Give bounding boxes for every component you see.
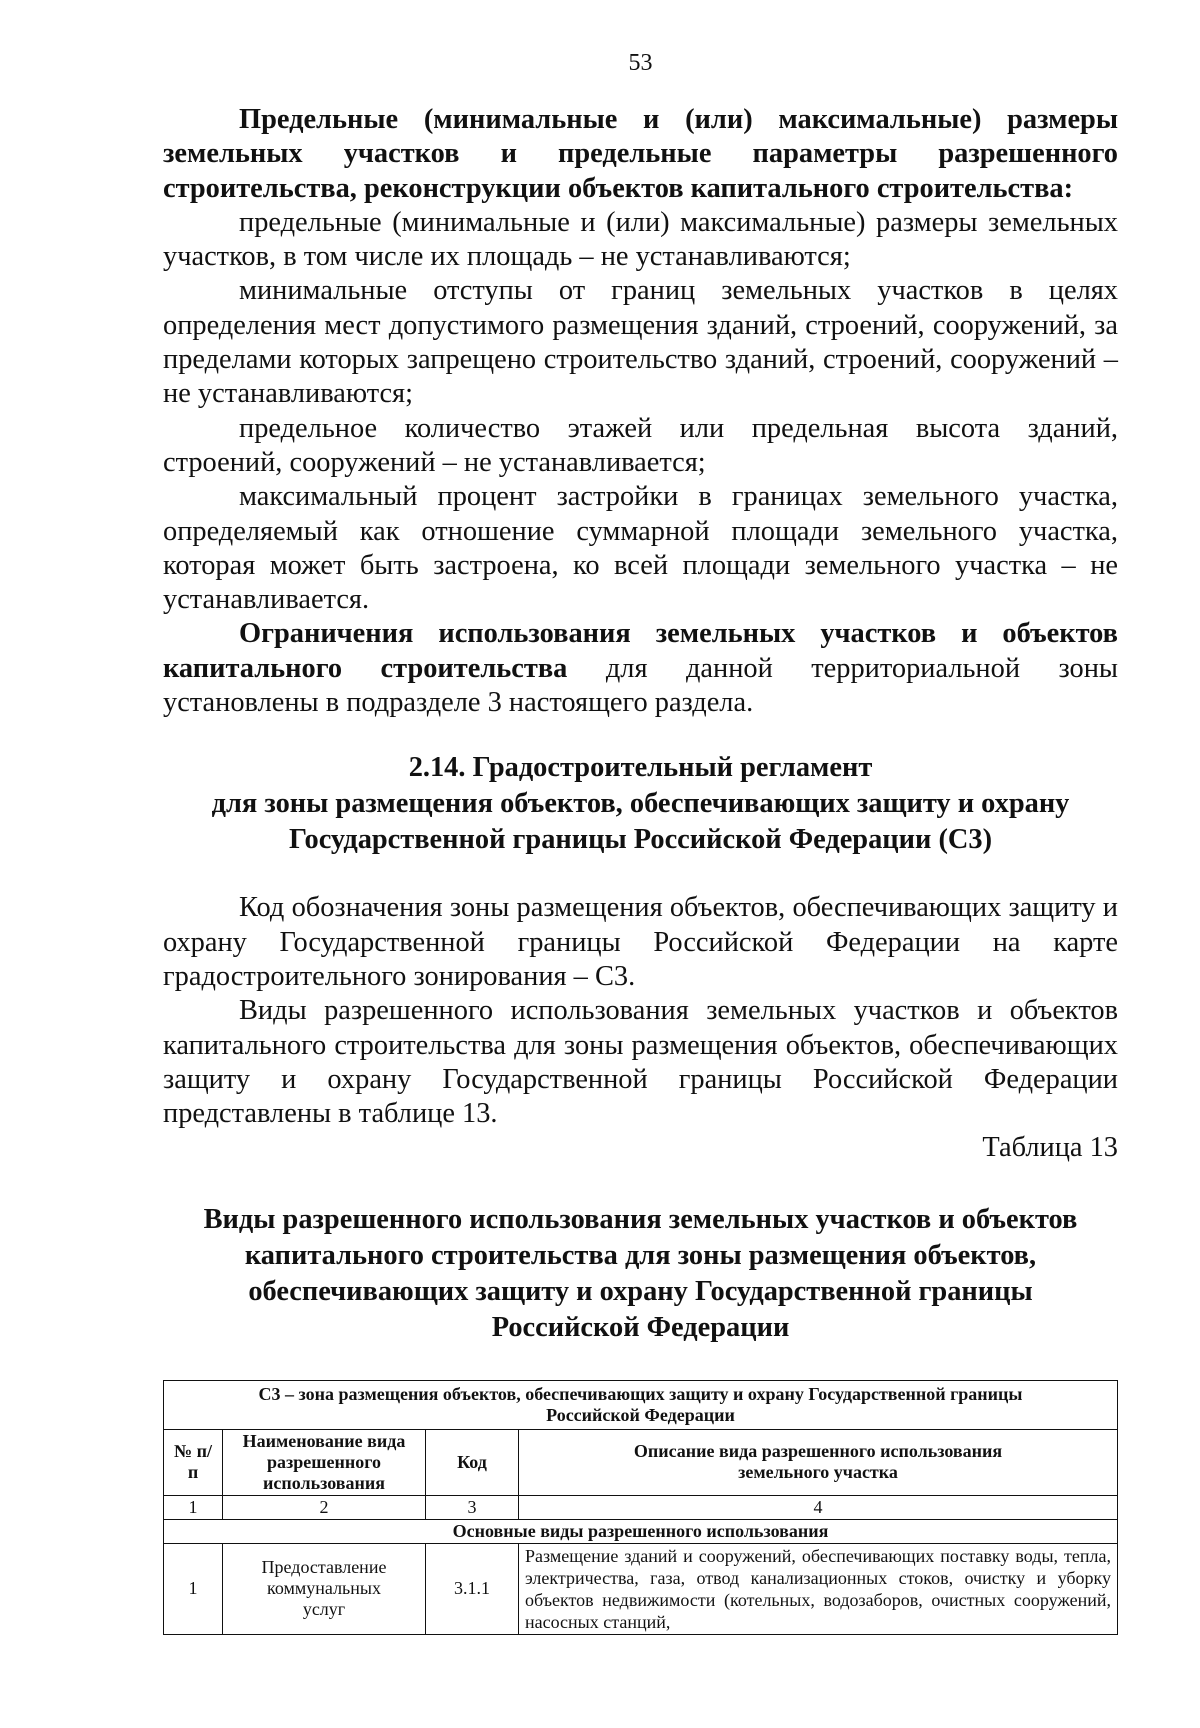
zone-header-cell: С3 – зона размещения объектов, обеспечивающих защиту и охрану Государственной границы Российской Федерации	[164, 1380, 1118, 1429]
colnum-cell: 3	[426, 1495, 519, 1519]
row-description: Размещение зданий и сооружений, обеспечивающих поставку воды, тепла, электричества, газа, отвод канализационных стоков, очистку и уборку объектов недвижимости (котельных, водозаборов, очистных сооружений, насосных станций,	[519, 1543, 1118, 1634]
limits-heading: Предельные (минимальные и (или) максимальные) размеры земельных участков и предельные параметры разрешенного строительства, реконструкции объектов капитального строительства:	[163, 104, 1118, 204]
table-title-line: капитального строительства для зоны размещения объектов,	[244, 1239, 1037, 1271]
section-title-line: 2.14. Градостроительный регламент	[408, 752, 873, 784]
table-title-line: обеспечивающих защиту и охрану Государственной границы	[248, 1275, 1033, 1307]
restrictions-bold: Ограничения использования земельных участков и объектов капитального строительства	[163, 618, 1118, 684]
limit-item: максимальный процент застройки в границах земельного участка, определяемый как отношение суммарной площади земельного участка, которая может быть застроена, ко всей площади земельного участка – не устанавливается.	[163, 481, 1118, 616]
permitted-uses-paragraph: Виды разрешенного использования земельных участков и объектов капитального строительства для зоны размещения объектов, обеспечивающих защиту и охрану Государственной границы Российской Федерации представлены в таблице 13.	[163, 995, 1118, 1130]
table-subheader-row	[164, 1519, 1118, 1543]
row-name: Предоставление коммунальных услуг	[223, 1543, 426, 1634]
limit-item: предельные (минимальные и (или) максимальные) размеры земельных участков, в том числе их площадь – не устанавливаются;	[163, 206, 1118, 273]
header-num: № п/п	[164, 1429, 223, 1495]
subheader-cell: Основные виды разрешенного использования	[164, 1519, 1118, 1543]
table-row	[164, 1543, 1118, 1634]
table-title	[163, 1202, 1118, 1346]
document-page	[163, 40, 1118, 1635]
permitted-uses-table	[163, 1380, 1118, 1635]
section-title-line: для зоны размещения объектов, обеспечивающих защиту и охрану	[211, 788, 1070, 820]
table-zone-row	[164, 1380, 1118, 1429]
restrictions-rest: для данной территориальной зоны установлены в подразделе 3 настоящего раздела.	[163, 652, 1118, 719]
header-code: Код	[426, 1429, 519, 1495]
section-title	[163, 750, 1118, 858]
limit-item: минимальные отступы от границ земельных участков в целях определения мест допустимого размещения зданий, строений, сооружений, за пределами которых запрещено строительство зданий, строений, сооружений – не устанавливаются;	[163, 275, 1118, 410]
page-number: 53	[628, 50, 653, 76]
table-colnum-row	[164, 1495, 1118, 1519]
colnum-cell: 2	[223, 1495, 426, 1519]
table-title-line: Российской Федерации	[491, 1311, 790, 1343]
colnum-cell: 4	[519, 1495, 1118, 1519]
zone-code-paragraph: Код обозначения зоны размещения объектов, обеспечивающих защиту и охрану Государственной границы Российской Федерации на карте градостроительного зонирования – С3.	[163, 892, 1118, 992]
row-code: 3.1.1	[426, 1543, 519, 1634]
table-caption: Таблица 13	[982, 1132, 1118, 1164]
section-title-line: Государственной границы Российской Федерации (С3)	[288, 824, 993, 856]
restrictions-paragraph	[163, 617, 1118, 720]
header-description: Описание вида разрешенного использования земельного участка	[519, 1429, 1118, 1495]
colnum-cell: 1	[164, 1495, 223, 1519]
table-header-row	[164, 1429, 1118, 1495]
header-name: Наименование вида разрешенного использования	[223, 1429, 426, 1495]
table-title-line: Виды разрешенного использования земельных участков и объектов	[203, 1203, 1078, 1235]
limit-item: предельное количество этажей или предельная высота зданий, строений, сооружений – не устанавливается;	[163, 412, 1118, 478]
row-num: 1	[164, 1543, 223, 1634]
